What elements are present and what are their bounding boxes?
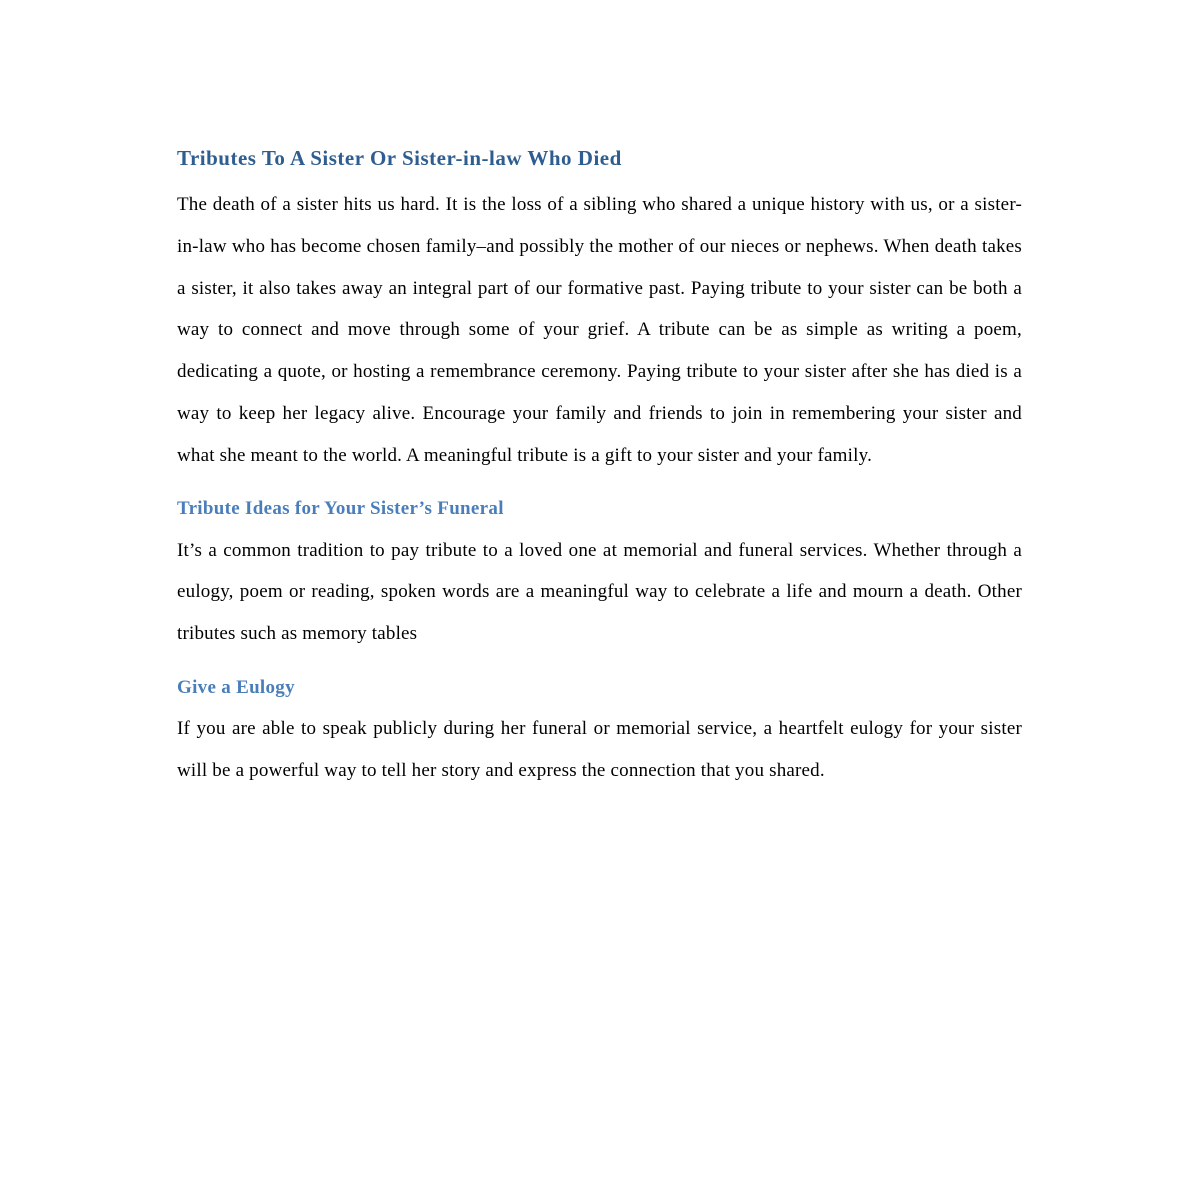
section-heading-tribute-ideas: Tribute Ideas for Your Sister’s Funeral [177, 497, 504, 519]
intro-paragraph: The death of a sister hits us hard. It is the loss of a sibling who shared a unique history with us, or a sister-in-law who has become chosen family–and possibly the mother of our nieces or nephews. When death takes a sister, it also takes away an integral part of our formative past. Paying tribute to your sister can be both a way to connect and move through some of your grief. A tribute can be as simple as writing a poem, dedicating a quote, or hosting a remembrance ceremony. Paying tribute to your sister after she has died is a way to keep her legacy alive. Encourage your family and friends to join in remembering your sister and what she meant to the world. A meaningful tribute is a gift to your sister and your family. [177, 194, 1022, 466]
section-body-give-eulogy: If you are able to speak publicly during her funeral or memorial service, a heartfelt eulogy for your sister will be a powerful way to tell her story and express the connection that you shared. [177, 717, 1022, 781]
section-heading-give-eulogy: Give a Eulogy [177, 676, 295, 698]
section-body-tribute-ideas: It’s a common tradition to pay tribute to a loved one at memorial and funeral services. Whether through a eulogy, poem or reading, spoken words are a meaningful way to celebrate a life and mourn a death. Other tributes such as memory tables [177, 539, 1022, 645]
document-title: Tributes To A Sister Or Sister-in-law Who Died [177, 146, 622, 170]
